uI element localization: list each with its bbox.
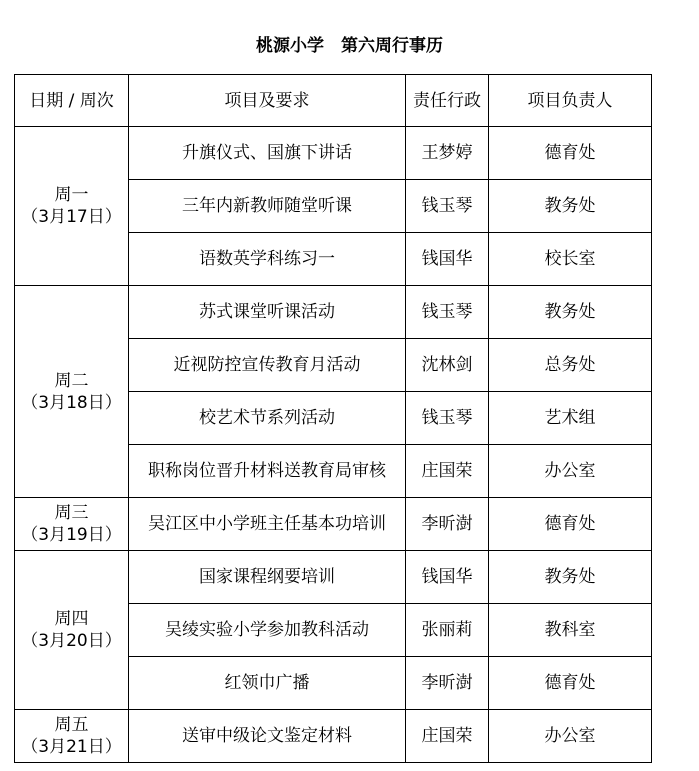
owner-cell: 教务处 — [489, 551, 652, 604]
project-cell: 送审中级论文鉴定材料 — [129, 710, 406, 763]
table-row — [15, 127, 652, 180]
admin-cell: 庄国荣 — [406, 710, 489, 763]
owner-cell: 校长室 — [489, 233, 652, 286]
owner-cell: 艺术组 — [489, 392, 652, 445]
project-cell: 吴绫实验小学参加教科活动 — [129, 604, 406, 657]
table-header-row — [15, 75, 652, 127]
owner-cell: 办公室 — [489, 710, 652, 763]
admin-cell: 钱玉琴 — [406, 392, 489, 445]
day-cell-thu — [15, 551, 129, 710]
day-date: （3月19日） — [21, 525, 122, 545]
admin-cell: 李昕澍 — [406, 498, 489, 551]
owner-cell: 德育处 — [489, 657, 652, 710]
project-cell: 近视防控宣传教育月活动 — [129, 339, 406, 392]
day-name: 周一 — [54, 185, 89, 205]
day-date: （3月18日） — [21, 392, 122, 413]
header-project: 项目及要求 — [129, 75, 406, 127]
day-name: 周三 — [54, 503, 89, 523]
header-owner: 项目负责人 — [489, 75, 652, 127]
table-row — [15, 498, 652, 551]
admin-cell: 钱国华 — [406, 551, 489, 604]
project-cell: 职称岗位晋升材料送教育局审核 — [129, 445, 406, 498]
project-cell: 国家课程纲要培训 — [129, 551, 406, 604]
day-cell-mon — [15, 127, 129, 286]
owner-cell: 教务处 — [489, 180, 652, 233]
admin-cell: 钱玉琴 — [406, 286, 489, 339]
project-cell: 语数英学科练习一 — [129, 233, 406, 286]
admin-cell: 钱国华 — [406, 233, 489, 286]
owner-cell: 教务处 — [489, 286, 652, 339]
day-cell-wed — [15, 498, 129, 551]
admin-cell: 庄国荣 — [406, 445, 489, 498]
project-cell: 升旗仪式、国旗下讲话 — [129, 127, 406, 180]
day-name: 周五 — [54, 715, 89, 735]
admin-cell: 钱玉琴 — [406, 180, 489, 233]
day-cell-tue — [15, 286, 129, 498]
day-cell-fri — [15, 710, 129, 763]
day-date: （3月17日） — [21, 207, 122, 227]
page-title: 桃源小学 第六周行事历 — [256, 36, 443, 56]
admin-cell: 沈林剑 — [406, 339, 489, 392]
schedule-table — [14, 74, 652, 763]
day-name: 周四 — [54, 609, 89, 629]
owner-cell: 办公室 — [489, 445, 652, 498]
admin-cell: 王梦婷 — [406, 127, 489, 180]
owner-cell: 总务处 — [489, 339, 652, 392]
table-row — [15, 286, 652, 339]
project-cell: 校艺术节系列活动 — [129, 392, 406, 445]
project-cell: 吴江区中小学班主任基本功培训 — [129, 498, 406, 551]
owner-cell: 德育处 — [489, 498, 652, 551]
day-date: （3月20日） — [21, 631, 122, 651]
day-name: 周二 — [54, 370, 89, 391]
admin-cell: 李昕澍 — [406, 657, 489, 710]
project-cell: 苏式课堂听课活动 — [129, 286, 406, 339]
project-cell: 红领巾广播 — [129, 657, 406, 710]
day-date: （3月21日） — [21, 737, 122, 757]
project-cell: 三年内新教师随堂听课 — [129, 180, 406, 233]
owner-cell: 教科室 — [489, 604, 652, 657]
table-row — [15, 551, 652, 604]
admin-cell: 张丽莉 — [406, 604, 489, 657]
table-row — [15, 710, 652, 763]
owner-cell: 德育处 — [489, 127, 652, 180]
header-date-week: 日期 / 周次 — [15, 75, 129, 127]
header-admin: 责任行政 — [406, 75, 489, 127]
